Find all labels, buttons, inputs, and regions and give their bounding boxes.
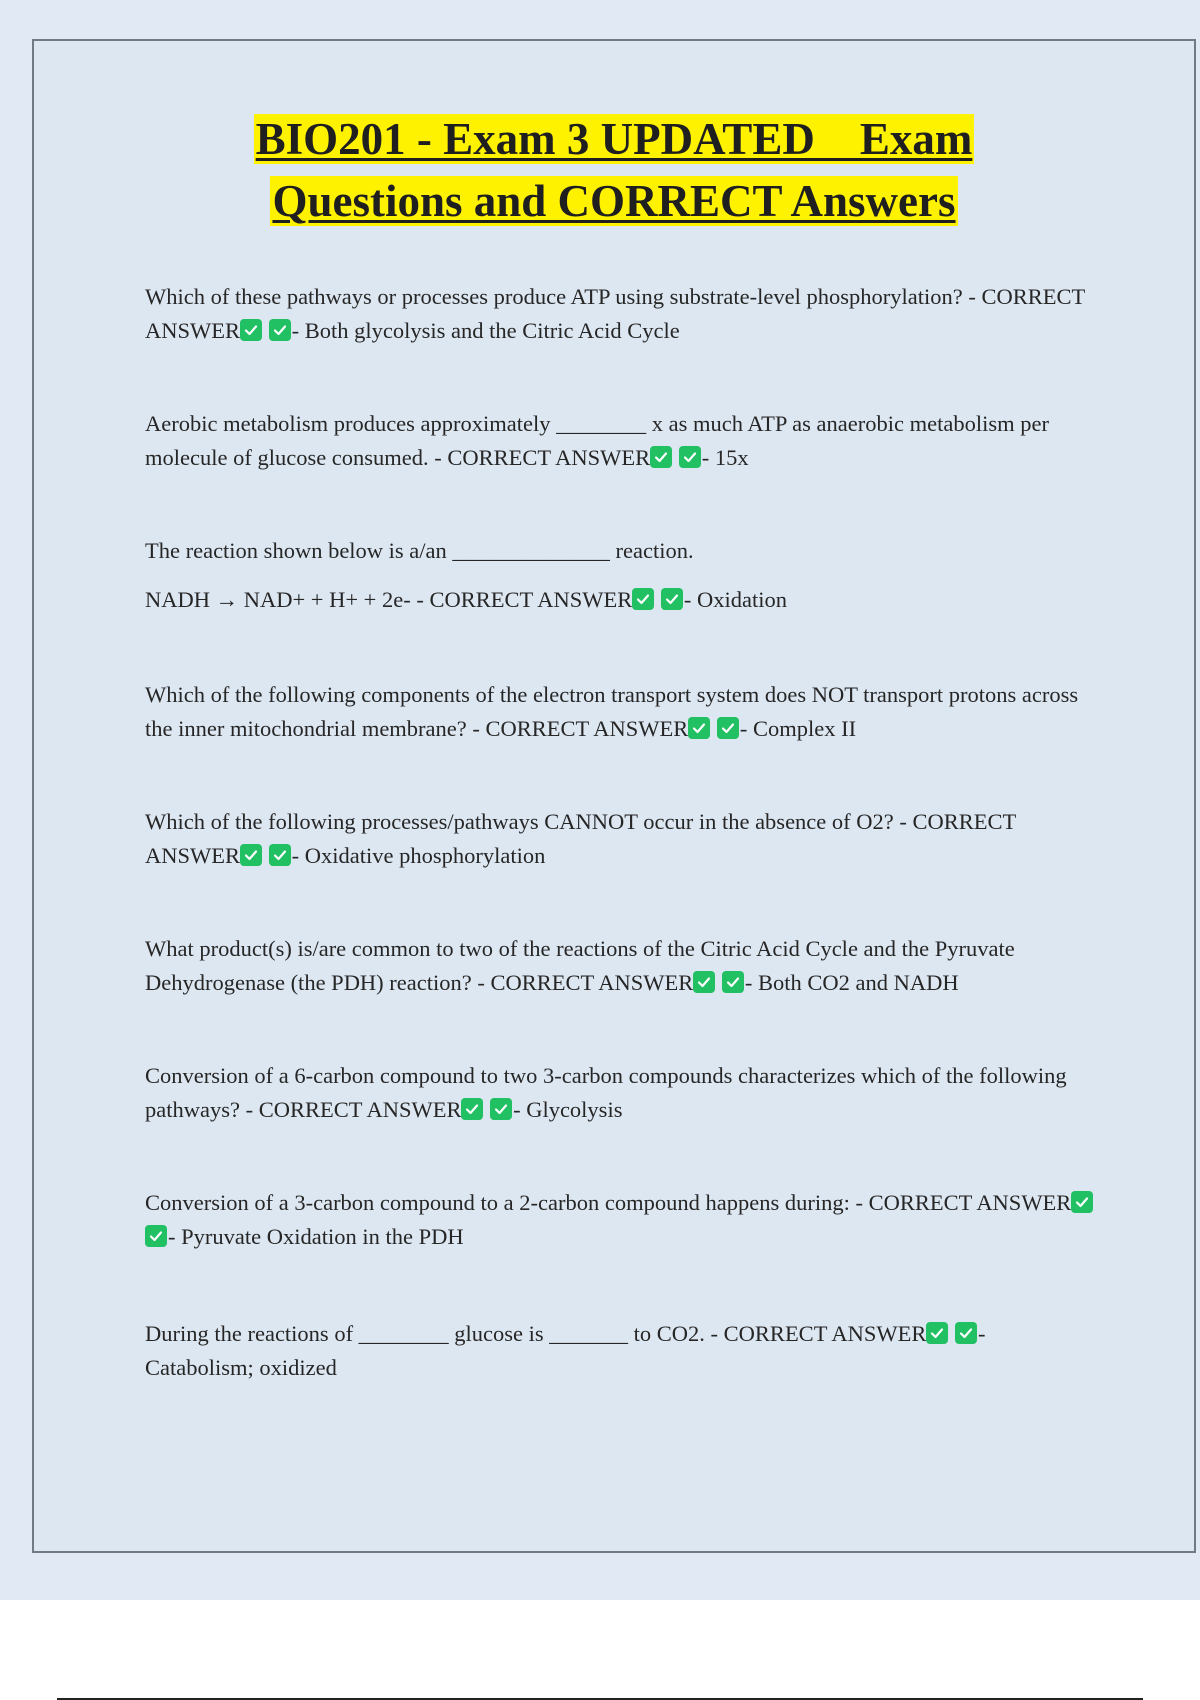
check-mark-icon — [955, 1322, 977, 1344]
qa-question — [145, 1317, 1095, 1385]
qa-item-1 — [145, 280, 1095, 348]
answer-text: - Glycolysis — [513, 1097, 623, 1122]
answer-text: - Oxidation — [683, 587, 787, 612]
qa-question — [145, 932, 1095, 1000]
qa-item-7 — [145, 1059, 1095, 1127]
check-mark-icon — [240, 844, 262, 866]
qa-question — [145, 280, 1095, 348]
answer-text: - Oxidative phosphorylation — [291, 843, 546, 868]
check-mark-icon — [632, 588, 654, 610]
question-text: Which of the following processes/pathways CANNOT occur in the absence of O2? - CORRECT ANSWER — [145, 809, 1016, 868]
answer-text: - Catabolism; oxidized — [145, 1321, 986, 1380]
check-mark-icon — [688, 717, 710, 739]
qa-question — [145, 583, 1095, 617]
question-text: What product(s) is/are common to two of the reactions of the Citric Acid Cycle and the Pyruvate Dehydrogenase (the PDH) reaction? - CORRECT ANSWER — [145, 936, 1015, 995]
check-mark-icon — [722, 971, 744, 993]
answer-text: - Both glycolysis and the Citric Acid Cycle — [291, 318, 680, 343]
check-mark-icon — [145, 1225, 167, 1247]
question-text: Aerobic metabolism produces approximately ________ x as much ATP as anaerobic metabolism per molecule of glucose consumed. - CORRECT ANSWER — [145, 411, 1049, 470]
qa-item-5 — [145, 805, 1095, 873]
check-mark-icon — [717, 717, 739, 739]
qa-question — [145, 1186, 1095, 1254]
check-mark-icon — [269, 319, 291, 341]
answer-text: - Both CO2 and NADH — [744, 970, 959, 995]
answer-text: - 15x — [701, 445, 749, 470]
question-text: The reaction shown below is a/an ______________ reaction. — [145, 538, 694, 563]
check-mark-icon — [926, 1322, 948, 1344]
check-mark-icon — [490, 1098, 512, 1120]
check-mark-icon — [1071, 1191, 1093, 1213]
document-title — [32, 108, 1196, 232]
qa-question — [145, 805, 1095, 873]
answer-text: - Complex II — [739, 716, 857, 741]
qa-item-4 — [145, 678, 1095, 746]
question-text: Which of these pathways or processes produce ATP using substrate-level phosphorylation? - CORRECT ANSWER — [145, 284, 1085, 343]
qa-item-9 — [145, 1317, 1095, 1385]
answer-text: - Pyruvate Oxidation in the PDH — [168, 1224, 464, 1249]
question-text: During the reactions of ________ glucose is _______ to CO2. - CORRECT ANSWER — [145, 1321, 927, 1346]
qa-question — [145, 1059, 1095, 1127]
qa-question — [145, 678, 1095, 746]
title-line-2: Questions and CORRECT Answers — [272, 176, 956, 226]
question-text: Conversion of a 3-carbon compound to a 2-carbon compound happens during: - CORRECT ANSWER — [145, 1190, 1072, 1215]
question-text: NADH → NAD+ + H+ + 2e- - CORRECT ANSWER — [145, 587, 633, 612]
qa-item-8 — [145, 1186, 1095, 1254]
qa-item-6 — [145, 932, 1095, 1000]
title-line-1: BIO201 - Exam 3 UPDATED Exam — [255, 114, 973, 164]
qa-question — [145, 407, 1095, 475]
check-mark-icon — [661, 588, 683, 610]
question-text: Which of the following components of the electron transport system does NOT transport protons across the inner mitochondrial membrane? - CORRECT ANSWER — [145, 682, 1079, 741]
check-mark-icon — [650, 446, 672, 468]
check-mark-icon — [693, 971, 715, 993]
check-mark-icon — [240, 319, 262, 341]
qa-item-2 — [145, 407, 1095, 475]
question-text: Conversion of a 6-carbon compound to two 3-carbon compounds characterizes which of the following pathways? - CORRECT ANSWER — [145, 1063, 1067, 1122]
check-mark-icon — [679, 446, 701, 468]
check-mark-icon — [269, 844, 291, 866]
check-mark-icon — [461, 1098, 483, 1120]
qa-item-3 — [145, 534, 1095, 617]
